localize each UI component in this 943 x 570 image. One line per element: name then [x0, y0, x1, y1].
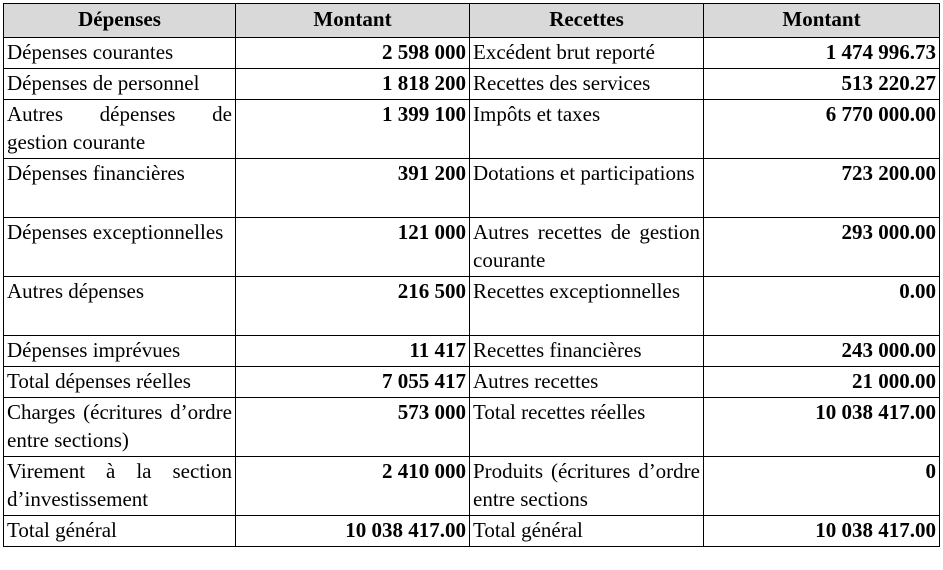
- table-row: [4, 69, 940, 100]
- recette-label: Total général: [470, 516, 704, 547]
- table-row: [4, 100, 940, 159]
- recette-label: Recettes exceptionnelles: [470, 277, 704, 336]
- recette-label: Excédent brut reporté: [470, 38, 704, 69]
- recette-amount: 6 770 000.00: [704, 100, 940, 159]
- depense-label: Dépenses exceptionnelles: [4, 218, 236, 277]
- recette-label: Autres recettes de gestion courante: [470, 218, 704, 277]
- recette-label: Autres recettes: [470, 367, 704, 398]
- depense-amount: 11 417: [236, 336, 470, 367]
- recette-amount: 10 038 417.00: [704, 516, 940, 547]
- depense-label: Virement à la section d’investissement: [4, 457, 236, 516]
- depense-amount: 1 818 200: [236, 69, 470, 100]
- depense-amount: 391 200: [236, 159, 470, 218]
- table-row: [4, 159, 940, 218]
- depense-label: Dépenses imprévues: [4, 336, 236, 367]
- recette-amount: 723 200.00: [704, 159, 940, 218]
- header-montant-depenses: Montant: [236, 4, 470, 38]
- depense-label: Dépenses de personnel: [4, 69, 236, 100]
- depense-amount: 2 410 000: [236, 457, 470, 516]
- depense-amount: 7 055 417: [236, 367, 470, 398]
- table-row: [4, 277, 940, 336]
- depense-amount: 216 500: [236, 277, 470, 336]
- depense-label: Dépenses financières: [4, 159, 236, 218]
- header-depenses: Dépenses: [4, 4, 236, 38]
- table-row: [4, 457, 940, 516]
- depense-amount: 1 399 100: [236, 100, 470, 159]
- depense-label: Autres dépenses: [4, 277, 236, 336]
- depense-label: Total général: [4, 516, 236, 547]
- table-header: [4, 4, 940, 38]
- depense-label: Autres dépenses de gestion courante: [4, 100, 236, 159]
- recette-amount: 0: [704, 457, 940, 516]
- header-row: [4, 4, 940, 38]
- header-recettes: Recettes: [470, 4, 704, 38]
- budget-table: [3, 3, 940, 547]
- table-body: [4, 38, 940, 547]
- table-row: [4, 367, 940, 398]
- table-row: [4, 38, 940, 69]
- depense-amount: 2 598 000: [236, 38, 470, 69]
- recette-label: Dotations et participations: [470, 159, 704, 218]
- recette-amount: 21 000.00: [704, 367, 940, 398]
- recette-label: Impôts et taxes: [470, 100, 704, 159]
- recette-amount: 243 000.00: [704, 336, 940, 367]
- table-row: [4, 398, 940, 457]
- total-row: [4, 516, 940, 547]
- depense-amount: 573 000: [236, 398, 470, 457]
- depense-label: Charges (écritures d’ordre entre sections): [4, 398, 236, 457]
- recette-label: Recettes des services: [470, 69, 704, 100]
- recette-amount: 1 474 996.73: [704, 38, 940, 69]
- table-row: [4, 336, 940, 367]
- table-row: [4, 218, 940, 277]
- depense-amount: 121 000: [236, 218, 470, 277]
- depense-label: Total dépenses réelles: [4, 367, 236, 398]
- recette-amount: 0.00: [704, 277, 940, 336]
- recette-label: Recettes financières: [470, 336, 704, 367]
- recette-amount: 10 038 417.00: [704, 398, 940, 457]
- depense-label: Dépenses courantes: [4, 38, 236, 69]
- recette-label: Total recettes réelles: [470, 398, 704, 457]
- recette-amount: 293 000.00: [704, 218, 940, 277]
- recette-label: Produits (écritures d’ordre entre sections: [470, 457, 704, 516]
- recette-amount: 513 220.27: [704, 69, 940, 100]
- header-montant-recettes: Montant: [704, 4, 940, 38]
- depense-amount: 10 038 417.00: [236, 516, 470, 547]
